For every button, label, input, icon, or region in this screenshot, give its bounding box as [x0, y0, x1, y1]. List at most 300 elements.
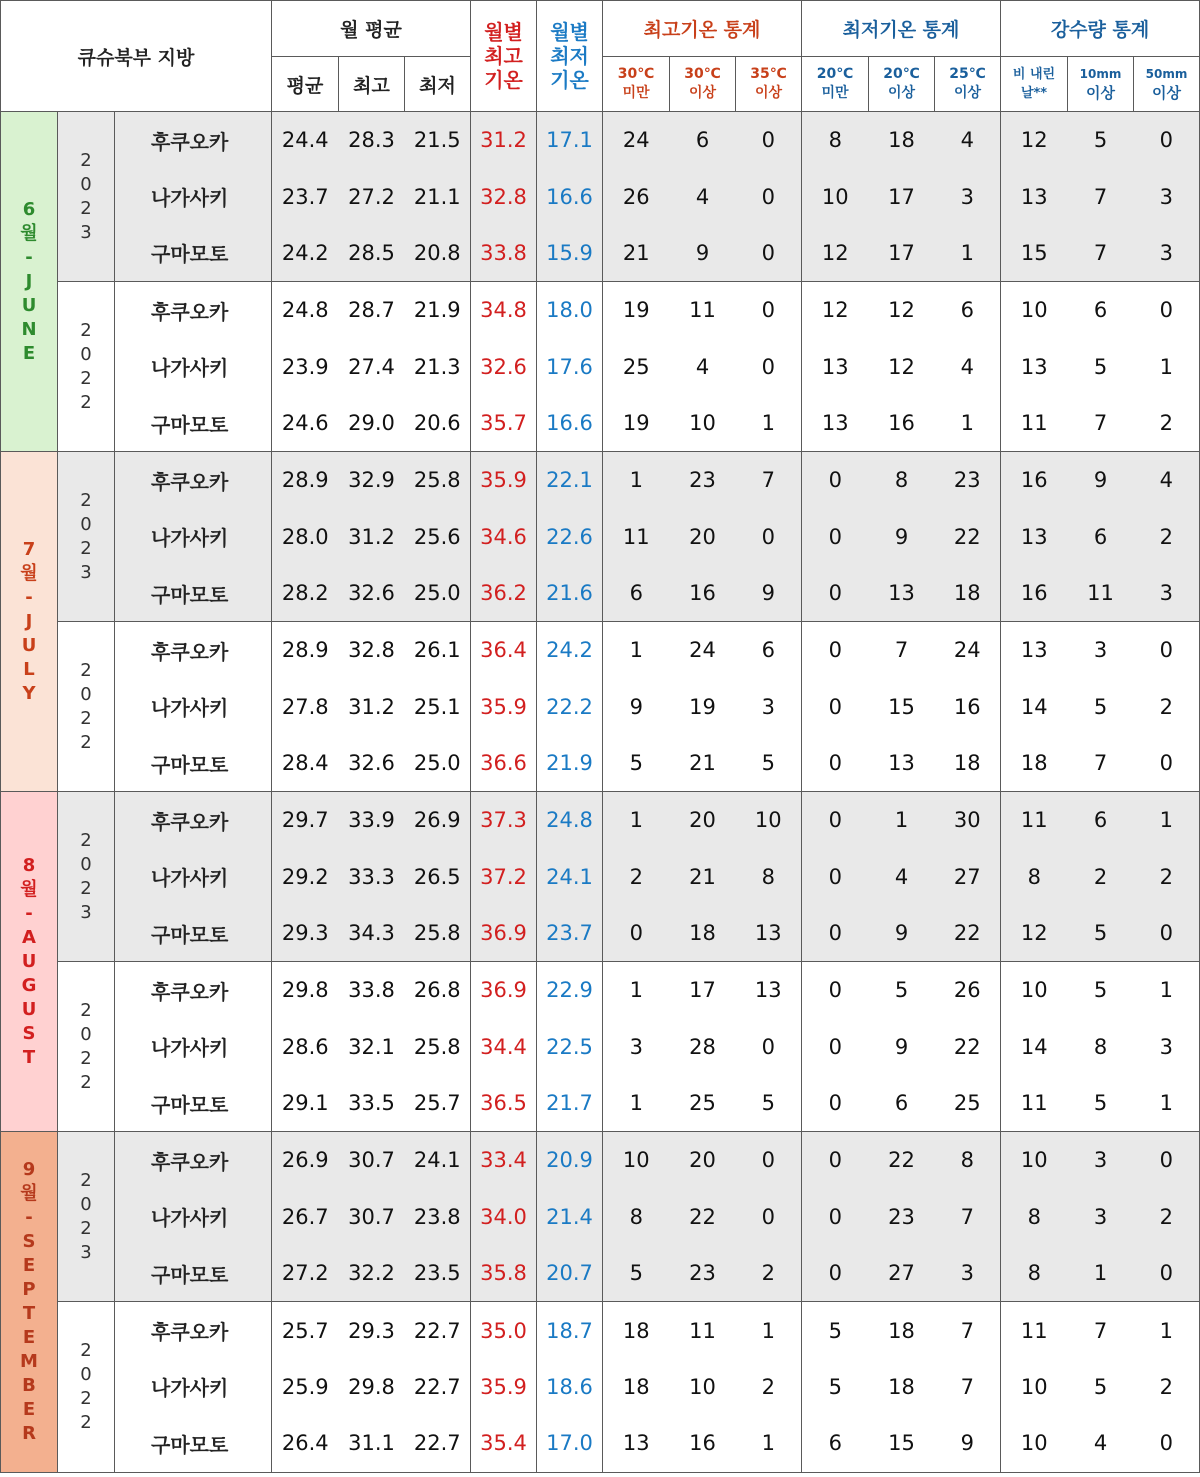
year-digit: 2	[80, 1047, 92, 1069]
avg-cell: 28.0	[272, 508, 339, 565]
month-label-char: U	[21, 634, 37, 656]
monthly-max-cell: 35.4	[471, 1415, 537, 1472]
year-label	[58, 962, 115, 1132]
max-under-30-cell: 19	[603, 395, 670, 452]
min-over-20-cell: 12	[869, 282, 935, 339]
max-under-30-cell: 18	[603, 1359, 670, 1416]
year-digit: 0	[80, 513, 92, 535]
month-label-char: T	[22, 1046, 36, 1068]
max-over-30-cell: 24	[670, 622, 736, 679]
rain-over-50mm-cell: 1	[1134, 1302, 1200, 1359]
monthly-min-line: 월별	[550, 20, 589, 44]
max-under-30-cell: 2	[603, 848, 670, 905]
min-over-20-cell: 4	[869, 848, 935, 905]
min-over-25-cell: 22	[935, 508, 1001, 565]
max-over-30-cell: 9	[670, 225, 736, 282]
max-over-30-cell: 11	[670, 1302, 736, 1359]
high-cell: 32.9	[339, 452, 405, 509]
monthly-min-cell: 18.0	[537, 282, 603, 339]
max-over-30-cell: 23	[670, 452, 736, 509]
month-label-char: T	[22, 1302, 36, 1324]
min-over-20-cell: 17	[869, 168, 935, 225]
month-label-char: -	[25, 902, 33, 924]
avg-cell: 27.2	[272, 1245, 339, 1302]
min-over-25-cell: 7	[935, 1359, 1001, 1416]
max-over-35-cell: 10	[736, 792, 802, 849]
max-over-30-cell: 17	[670, 962, 736, 1019]
month-label-char: E	[22, 342, 36, 364]
sub-line: 이상	[1152, 84, 1182, 102]
month-label	[1, 112, 58, 452]
rain-over-50mm-cell: 2	[1134, 678, 1200, 735]
city-name: 후쿠오카	[115, 282, 272, 339]
month-label-char: -	[25, 1206, 33, 1228]
rain-over-10mm-cell: 7	[1068, 225, 1134, 282]
avg-cell: 24.8	[272, 282, 339, 339]
min-over-25-cell: 4	[935, 338, 1001, 395]
monthly-max-cell: 33.4	[471, 1132, 537, 1189]
min-under-20-cell: 0	[802, 678, 869, 735]
max-over-35-cell: 0	[736, 112, 802, 169]
rain-over-50mm-cell: 0	[1134, 735, 1200, 792]
max-over-35-cell: 1	[736, 1415, 802, 1472]
rain-over-10mm-cell: 5	[1068, 1359, 1134, 1416]
max-over-30-cell: 23	[670, 1245, 736, 1302]
sub-line: 미만	[821, 85, 849, 101]
year-label	[58, 112, 115, 282]
low-cell: 26.5	[405, 848, 471, 905]
monthly-min-cell: 24.8	[537, 792, 603, 849]
rain-days-cell: 10	[1001, 1359, 1068, 1416]
month-label-char: E	[22, 1326, 36, 1348]
max-over-35-cell: 0	[736, 1132, 802, 1189]
rain-over-50mm-cell: 0	[1134, 1132, 1200, 1189]
high-cell: 33.3	[339, 848, 405, 905]
min-over-25-cell: 7	[935, 1189, 1001, 1246]
year-digit: 2	[80, 659, 92, 681]
rain-over-50mm-cell: 1	[1134, 1075, 1200, 1132]
max-over-30-cell: 10	[670, 395, 736, 452]
sub-line: 20℃	[816, 66, 854, 82]
monthly-max-cell: 36.9	[471, 962, 537, 1019]
year-digit: 0	[80, 1193, 92, 1215]
table-row	[1, 1415, 1200, 1472]
avg-cell: 29.8	[272, 962, 339, 1019]
min-over-20-cell: 23	[869, 1189, 935, 1246]
monthly-max-cell: 36.2	[471, 565, 537, 622]
monthly-max-cell: 36.9	[471, 905, 537, 962]
min-over-25-cell: 30	[935, 792, 1001, 849]
year-digit: 2	[80, 731, 92, 753]
min-under-20-cell: 13	[802, 395, 869, 452]
table-row	[1, 168, 1200, 225]
high-cell: 33.5	[339, 1075, 405, 1132]
high-cell: 33.8	[339, 962, 405, 1019]
high-cell: 29.8	[339, 1359, 405, 1416]
year-digit: 2	[80, 877, 92, 899]
min-under-20-cell: 5	[802, 1302, 869, 1359]
min-over-20-cell: 15	[869, 1415, 935, 1472]
monthly-max-cell: 32.6	[471, 338, 537, 395]
city-name: 후쿠오카	[115, 112, 272, 169]
avg-cell: 26.7	[272, 1189, 339, 1246]
min-over-25-cell: 1	[935, 395, 1001, 452]
table-row	[1, 848, 1200, 905]
city-name: 나가사키	[115, 338, 272, 395]
rain-days-cell: 16	[1001, 452, 1068, 509]
min-over-20-cell: 9	[869, 508, 935, 565]
low-cell: 25.7	[405, 1075, 471, 1132]
min-over-25-cell: 7	[935, 1302, 1001, 1359]
month-label	[1, 1132, 58, 1472]
min-over-25-cell: 9	[935, 1415, 1001, 1472]
rain-over-10mm-cell: 9	[1068, 452, 1134, 509]
min-over-25-cell: 24	[935, 622, 1001, 679]
avg-cell: 24.6	[272, 395, 339, 452]
min-over-25-cell: 3	[935, 1245, 1001, 1302]
rain-sub-header	[1001, 57, 1068, 112]
table-row	[1, 905, 1200, 962]
monthly-max-cell: 37.3	[471, 792, 537, 849]
max-over-35-cell: 5	[736, 1075, 802, 1132]
rain-over-10mm-cell: 5	[1068, 678, 1134, 735]
high-cell: 31.2	[339, 678, 405, 735]
table-row	[1, 1302, 1200, 1359]
avg-cell: 27.8	[272, 678, 339, 735]
max-over-30-cell: 16	[670, 565, 736, 622]
year-label	[58, 282, 115, 452]
min-over-20-cell: 16	[869, 395, 935, 452]
city-name: 구마모토	[115, 1415, 272, 1472]
max-under-30-cell: 24	[603, 112, 670, 169]
table-row	[1, 338, 1200, 395]
rain-over-50mm-cell: 2	[1134, 395, 1200, 452]
rain-over-50mm-cell: 0	[1134, 905, 1200, 962]
monthly-min-cell: 22.2	[537, 678, 603, 735]
sub-line: 이상	[887, 85, 916, 101]
max-over-30-cell: 25	[670, 1075, 736, 1132]
low-cell: 23.5	[405, 1245, 471, 1302]
max-over-30-cell: 20	[670, 508, 736, 565]
low-cell: 22.7	[405, 1415, 471, 1472]
max-over-35-cell: 1	[736, 1302, 802, 1359]
monthly-max-cell: 34.0	[471, 1189, 537, 1246]
low-cell: 23.8	[405, 1189, 471, 1246]
rain-over-50mm-cell: 3	[1134, 168, 1200, 225]
year-label	[58, 622, 115, 792]
avg-cell: 28.9	[272, 622, 339, 679]
rain-over-50mm-cell: 1	[1134, 962, 1200, 1019]
low-cell: 20.8	[405, 225, 471, 282]
year-digit: 3	[80, 221, 92, 243]
rain-days-cell: 15	[1001, 225, 1068, 282]
min-over-20-cell: 27	[869, 1245, 935, 1302]
max-sub-header	[670, 57, 736, 112]
table-row	[1, 1019, 1200, 1076]
min-over-25-cell: 1	[935, 225, 1001, 282]
table-row	[1, 1075, 1200, 1132]
month-label-char: G	[21, 974, 37, 996]
max-over-35-cell: 1	[736, 395, 802, 452]
min-under-20-cell: 12	[802, 225, 869, 282]
monthly-min-cell: 22.5	[537, 1019, 603, 1076]
region-header: 큐슈북부 지방	[1, 1, 272, 112]
table-row	[1, 792, 1200, 849]
max-over-35-cell: 2	[736, 1245, 802, 1302]
max-over-30-cell: 28	[670, 1019, 736, 1076]
year-digit: 2	[80, 1071, 92, 1093]
max-over-35-cell: 0	[736, 338, 802, 395]
min-over-25-cell: 4	[935, 112, 1001, 169]
table-row	[1, 962, 1200, 1019]
year-digit: 2	[80, 707, 92, 729]
sub-line: 35℃	[750, 66, 787, 82]
min-over-25-cell: 25	[935, 1075, 1001, 1132]
max-under-30-cell: 3	[603, 1019, 670, 1076]
min-sub-header	[935, 57, 1001, 112]
year-digit: 2	[80, 489, 92, 511]
max-over-35-cell: 0	[736, 1189, 802, 1246]
min-over-20-cell: 5	[869, 962, 935, 1019]
rain-over-10mm-cell: 5	[1068, 338, 1134, 395]
table-row	[1, 678, 1200, 735]
year-digit: 0	[80, 1023, 92, 1045]
table-row	[1, 622, 1200, 679]
max-under-30-cell: 5	[603, 1245, 670, 1302]
table-row	[1, 112, 1200, 169]
monthly-max-cell: 37.2	[471, 848, 537, 905]
avg-header: 평균	[272, 57, 339, 112]
city-name: 나가사키	[115, 848, 272, 905]
low-cell: 25.6	[405, 508, 471, 565]
high-cell: 29.0	[339, 395, 405, 452]
rain-days-cell: 16	[1001, 565, 1068, 622]
city-name: 후쿠오카	[115, 1132, 272, 1189]
max-under-30-cell: 0	[603, 905, 670, 962]
city-name: 후쿠오카	[115, 622, 272, 679]
min-over-20-cell: 9	[869, 1019, 935, 1076]
max-under-30-cell: 13	[603, 1415, 670, 1472]
rain-over-10mm-cell: 3	[1068, 1189, 1134, 1246]
table-row	[1, 735, 1200, 792]
rain-over-10mm-cell: 3	[1068, 622, 1134, 679]
min-under-20-cell: 6	[802, 1415, 869, 1472]
rain-days-cell: 14	[1001, 1019, 1068, 1076]
month-label-char: 6	[22, 198, 36, 220]
min-over-25-cell: 3	[935, 168, 1001, 225]
min-under-20-cell: 0	[802, 1245, 869, 1302]
rain-over-10mm-cell: 11	[1068, 565, 1134, 622]
rain-over-10mm-cell: 5	[1068, 1075, 1134, 1132]
monthly-min-cell: 18.7	[537, 1302, 603, 1359]
monthly-max-cell: 35.9	[471, 452, 537, 509]
min-over-20-cell: 1	[869, 792, 935, 849]
month-label-char: J	[25, 610, 33, 632]
low-cell: 22.7	[405, 1302, 471, 1359]
year-digit: 2	[80, 999, 92, 1021]
avg-cell: 29.3	[272, 905, 339, 962]
rain-sub-header	[1068, 57, 1134, 112]
year-digit: 2	[80, 1339, 92, 1361]
monthly-min-cell: 24.1	[537, 848, 603, 905]
min-sub-header	[802, 57, 869, 112]
month-label-char: 9	[22, 1158, 36, 1180]
rain-days-cell: 10	[1001, 1415, 1068, 1472]
low-cell: 22.7	[405, 1359, 471, 1416]
max-stats-header: 최고기온 통계	[603, 1, 802, 57]
min-over-25-cell: 8	[935, 1132, 1001, 1189]
min-over-25-cell: 6	[935, 282, 1001, 339]
month-label-char: 8	[22, 854, 36, 876]
monthly-max-cell: 33.8	[471, 225, 537, 282]
min-under-20-cell: 10	[802, 168, 869, 225]
rain-over-10mm-cell: 2	[1068, 848, 1134, 905]
sub-line: 50mm	[1145, 67, 1188, 81]
low-cell: 25.8	[405, 1019, 471, 1076]
avg-cell: 29.2	[272, 848, 339, 905]
rain-over-10mm-cell: 5	[1068, 962, 1134, 1019]
rain-over-50mm-cell: 3	[1134, 1019, 1200, 1076]
avg-cell: 26.4	[272, 1415, 339, 1472]
max-under-30-cell: 9	[603, 678, 670, 735]
max-over-30-cell: 20	[670, 1132, 736, 1189]
monthly-avg-header: 월 평균	[272, 1, 471, 57]
min-over-20-cell: 18	[869, 112, 935, 169]
sub-line: 미만	[622, 85, 650, 101]
rain-days-cell: 13	[1001, 338, 1068, 395]
city-name: 구마모토	[115, 565, 272, 622]
monthly-max-cell: 36.5	[471, 1075, 537, 1132]
rain-days-cell: 10	[1001, 1132, 1068, 1189]
city-name: 나가사키	[115, 168, 272, 225]
monthly-max-cell: 34.6	[471, 508, 537, 565]
monthly-min-cell: 17.0	[537, 1415, 603, 1472]
monthly-max-line: 월별	[484, 20, 523, 44]
high-cell: 32.6	[339, 565, 405, 622]
city-name: 나가사키	[115, 508, 272, 565]
low-cell: 21.3	[405, 338, 471, 395]
monthly-max-cell: 32.8	[471, 168, 537, 225]
rain-over-10mm-cell: 6	[1068, 282, 1134, 339]
rain-days-cell: 13	[1001, 508, 1068, 565]
min-under-20-cell: 0	[802, 1019, 869, 1076]
rain-days-cell: 14	[1001, 678, 1068, 735]
year-digit: 0	[80, 173, 92, 195]
avg-cell: 24.4	[272, 112, 339, 169]
max-over-35-cell: 0	[736, 168, 802, 225]
low-cell: 25.8	[405, 452, 471, 509]
min-under-20-cell: 0	[802, 622, 869, 679]
monthly-min-cell: 15.9	[537, 225, 603, 282]
min-under-20-cell: 0	[802, 452, 869, 509]
sub-line: 이상	[1086, 84, 1115, 102]
monthly-min-cell: 17.6	[537, 338, 603, 395]
min-over-25-cell: 18	[935, 565, 1001, 622]
sub-line: 20℃	[883, 66, 920, 82]
year-digit: 2	[80, 391, 92, 413]
max-over-35-cell: 0	[736, 508, 802, 565]
high-cell: 34.3	[339, 905, 405, 962]
rain-over-50mm-cell: 2	[1134, 508, 1200, 565]
monthly-min-cell: 21.4	[537, 1189, 603, 1246]
high-cell: 27.4	[339, 338, 405, 395]
monthly-min-cell: 22.9	[537, 962, 603, 1019]
sub-line: 비 내린	[1012, 67, 1056, 82]
monthly-max-cell: 36.4	[471, 622, 537, 679]
year-digit: 2	[80, 1387, 92, 1409]
table-row	[1, 508, 1200, 565]
min-over-25-cell: 27	[935, 848, 1001, 905]
high-cell: 32.6	[339, 735, 405, 792]
month-label-char: U	[21, 294, 37, 316]
month-label-char: 7	[22, 538, 36, 560]
rain-over-50mm-cell: 2	[1134, 1359, 1200, 1416]
max-over-30-cell: 21	[670, 735, 736, 792]
table-row	[1, 452, 1200, 509]
month-label	[1, 452, 58, 792]
monthly-max-cell: 35.8	[471, 1245, 537, 1302]
max-under-30-cell: 1	[603, 1075, 670, 1132]
month-label-char: -	[25, 586, 33, 608]
rain-days-cell: 12	[1001, 112, 1068, 169]
rain-days-cell: 11	[1001, 1075, 1068, 1132]
monthly-max-cell: 34.8	[471, 282, 537, 339]
monthly-min-cell: 23.7	[537, 905, 603, 962]
min-over-20-cell: 13	[869, 565, 935, 622]
rain-over-10mm-cell: 1	[1068, 1245, 1134, 1302]
month-label-char: J	[25, 270, 33, 292]
high-cell: 28.7	[339, 282, 405, 339]
min-over-20-cell: 13	[869, 735, 935, 792]
rain-days-cell: 8	[1001, 1245, 1068, 1302]
table-row	[1, 565, 1200, 622]
min-over-20-cell: 22	[869, 1132, 935, 1189]
year-digit: 2	[80, 197, 92, 219]
low-cell: 25.8	[405, 905, 471, 962]
max-under-30-cell: 5	[603, 735, 670, 792]
low-cell: 26.9	[405, 792, 471, 849]
max-under-30-cell: 18	[603, 1302, 670, 1359]
max-under-30-cell: 1	[603, 452, 670, 509]
city-name: 후쿠오카	[115, 452, 272, 509]
rain-over-50mm-cell: 1	[1134, 792, 1200, 849]
max-under-30-cell: 6	[603, 565, 670, 622]
monthly-min-cell: 17.1	[537, 112, 603, 169]
monthly-max-cell: 35.9	[471, 678, 537, 735]
high-cell: 32.8	[339, 622, 405, 679]
min-under-20-cell: 8	[802, 112, 869, 169]
rain-over-50mm-cell: 4	[1134, 452, 1200, 509]
max-over-35-cell: 7	[736, 452, 802, 509]
max-under-30-cell: 11	[603, 508, 670, 565]
max-over-35-cell: 6	[736, 622, 802, 679]
max-over-30-cell: 6	[670, 112, 736, 169]
max-over-30-cell: 18	[670, 905, 736, 962]
low-cell: 25.0	[405, 735, 471, 792]
sub-line: 이상	[754, 85, 783, 101]
monthly-min-cell: 21.7	[537, 1075, 603, 1132]
sub-line: 30℃	[617, 66, 655, 82]
monthly-min-cell: 24.2	[537, 622, 603, 679]
min-over-20-cell: 12	[869, 338, 935, 395]
rain-over-10mm-cell: 5	[1068, 905, 1134, 962]
city-name: 후쿠오카	[115, 792, 272, 849]
year-digit: 2	[80, 367, 92, 389]
low-cell: 25.0	[405, 565, 471, 622]
rain-over-10mm-cell: 7	[1068, 735, 1134, 792]
month-label-char: 월	[20, 1182, 38, 1204]
rain-over-10mm-cell: 6	[1068, 792, 1134, 849]
